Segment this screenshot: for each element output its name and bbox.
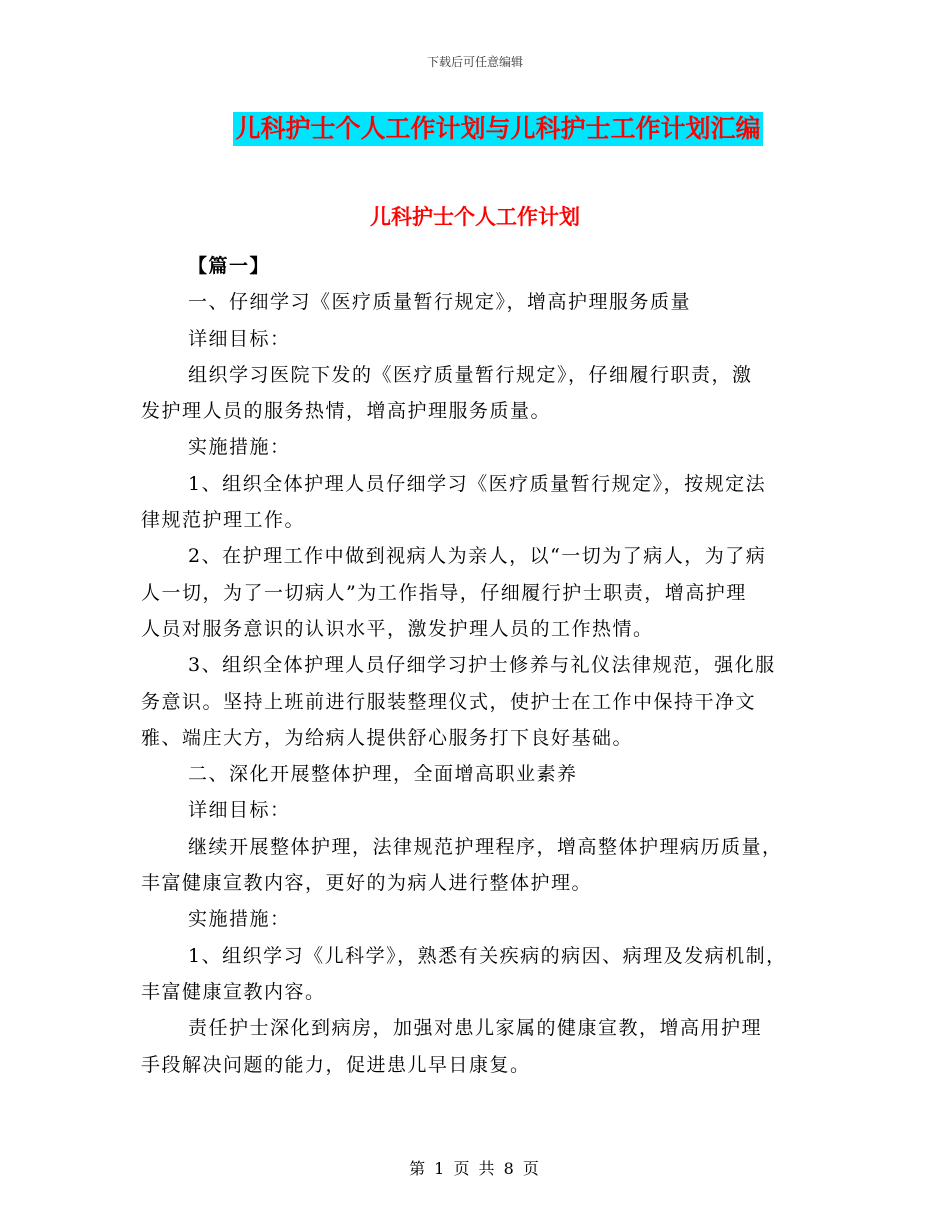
paragraph-line: 二、深化开展整体护理，全面增高职业素养 [188,763,578,786]
paragraph-line: 组织学习医院下发的《医疗质量暂行规定》，仔细履行职责，激 [188,363,753,386]
header-note: 下载后可任意编辑 [426,55,523,69]
paragraph-line: 雅、端庄大方，为给病人提供舒心服务打下良好基础。 [141,726,634,749]
paragraph-line: 发护理人员的服务热情，增高护理服务质量。 [141,400,552,423]
paragraph-line: 实施措施： [188,436,291,459]
paragraph-line: 人一切，为了一切病人”为工作指导，仔细履行护士职责，增高护理 [141,581,747,604]
paragraph-line: 手段解决问题的能力，促进患儿早日康复。 [141,1053,531,1076]
paragraph-line: 责任护士深化到病房，加强对患儿家属的健康宣教，增高用护理 [188,1017,763,1040]
paragraph-line: 详细目标： [188,327,291,350]
paragraph-line: 1、组织学习《儿科学》，熟悉有关疾病的病因、病理及发病机制， [188,944,787,967]
paragraph-line: 3、组织全体护理人员仔细学习护士修养与礼仪法律规范，强化服 [188,654,776,677]
document-body [141,248,821,1083]
paragraph-line: 丰富健康宣教内容，更好的为病人进行整体护理。 [141,872,593,895]
document-title: 儿科护士个人工作计划与儿科护士工作计划汇编 [233,112,762,146]
paragraph-line: 详细目标： [188,799,291,822]
paragraph-line: 务意识。坚持上班前进行服装整理仪式，使护士在工作中保持干净文 [141,690,757,713]
paragraph-line: 一、仔细学习《医疗质量暂行规定》，增高护理服务质量 [188,291,692,314]
document-title-wrap [0,112,950,146]
section-title: 儿科护士个人工作计划 [370,204,580,229]
paragraph-line: 律规范护理工作。 [141,509,306,532]
paragraph-line: 丰富健康宣教内容。 [141,980,326,1003]
page-number: 第 1 页 共 8 页 [409,1159,541,1178]
paragraph-line: 1、组织全体护理人员仔细学习《医疗质量暂行规定》，按规定法 [188,472,767,495]
paragraph-line: 【篇一】 [188,255,271,277]
paragraph-line: 实施措施： [188,908,291,931]
paragraph-line: 继续开展整体护理，法律规范护理程序，增高整体护理病历质量， [188,835,783,858]
paragraph-line: 2、在护理工作中做到视病人为亲人，以“一切为了病人，为了病 [188,545,767,568]
paragraph-line: 人员对服务意识的认识水平，激发护理人员的工作热情。 [141,617,654,640]
